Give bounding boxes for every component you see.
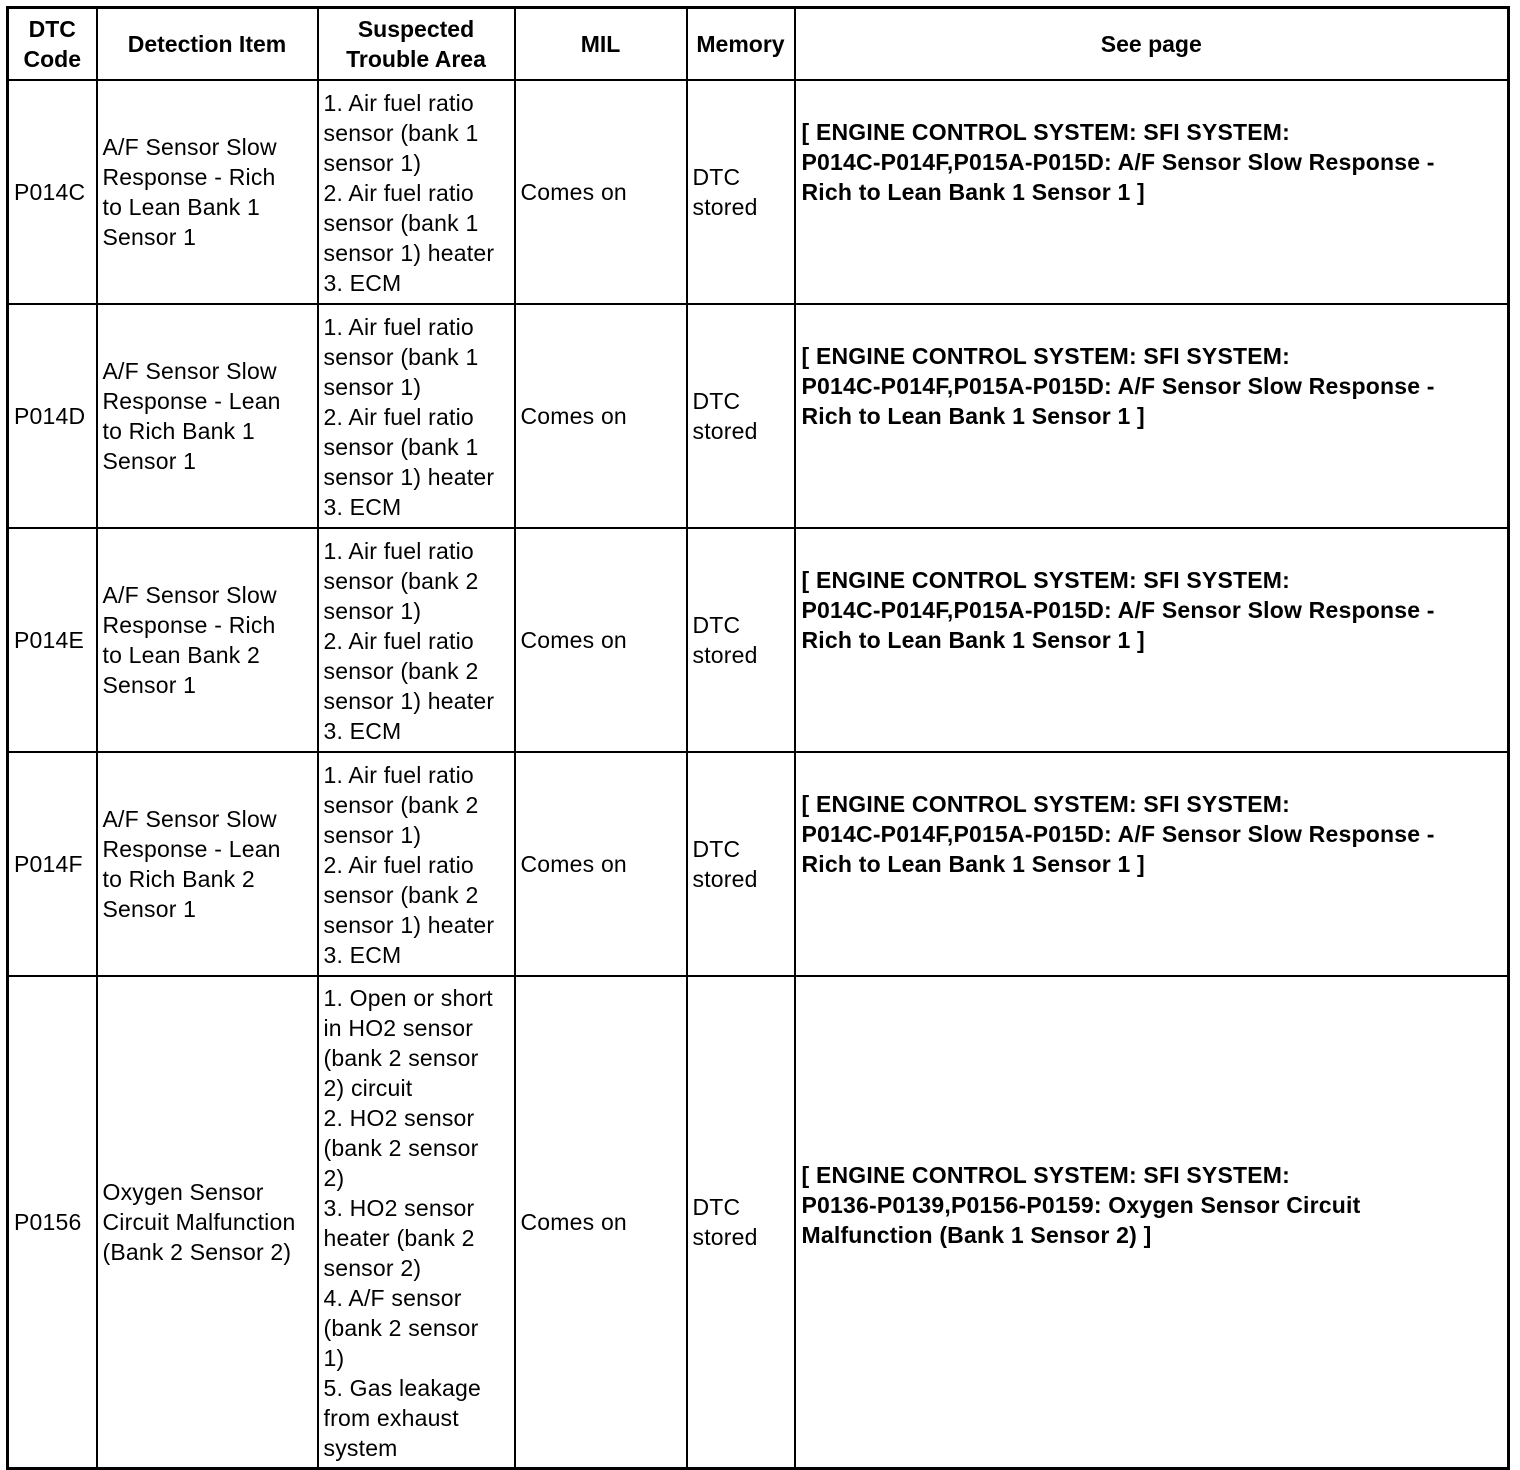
see-page-reference[interactable] [802,341,1494,431]
detection-item-line: Sensor 1 [102,896,197,922]
dtc-code: P014C [14,179,86,205]
trouble-area-line: 5. Gas leakage [323,1374,482,1401]
see-page-reference[interactable] [802,565,1494,655]
trouble-area-line: heater (bank 2 [323,1224,475,1251]
memory-line: stored [692,866,758,892]
see-page-line: [ ENGINE CONTROL SYSTEM: SFI SYSTEM: [801,791,1291,817]
trouble-area-line: 3. ECM [323,493,402,520]
suspected-trouble-area-cell [318,752,515,976]
detection-item-line: (Bank 2 Sensor 2) [102,1239,292,1265]
header-dtc-code [8,8,97,81]
header-memory-line: Memory [696,31,785,57]
see-page-line: Rich to Lean Bank 1 Sensor 1 ] [801,179,1145,205]
see-page-cell [795,976,1509,1469]
see-page-cell [795,80,1509,304]
detection-item-line: Response - Lean [102,836,281,862]
dtc-code-cell [8,304,97,528]
trouble-area-line: 3. HO2 sensor [323,1194,475,1221]
trouble-area-line: sensor 1) heater [323,911,495,938]
trouble-area-line: in HO2 sensor [323,1014,474,1041]
trouble-area-line: 1. Open or short [323,984,493,1011]
see-page-cell [795,752,1509,976]
detection-item-line: A/F Sensor Slow [102,806,277,832]
trouble-area-line: sensor 1) [323,373,422,400]
trouble-area-line: 2. Air fuel ratio [323,179,474,206]
table-row [8,80,1509,304]
trouble-area-line: sensor 1) heater [323,687,495,714]
trouble-area-line: sensor (bank 2 [323,657,479,684]
see-page-reference[interactable] [802,117,1494,207]
dtc-table [6,6,1510,1470]
trouble-area-line: 1. Air fuel ratio [323,537,474,564]
memory-line: DTC [692,612,741,638]
trouble-area-line: 2) circuit [323,1074,413,1101]
detection-item-cell [97,528,318,752]
header-memory [687,8,795,81]
mil-cell [515,752,687,976]
see-page-line: [ ENGINE CONTROL SYSTEM: SFI SYSTEM: [801,343,1291,369]
detection-item-cell [97,752,318,976]
dtc-code-cell [8,80,97,304]
see-page-reference[interactable] [802,789,1494,879]
detection-item-line: Circuit Malfunction [102,1209,296,1235]
trouble-area-line: 2. HO2 sensor [323,1104,475,1131]
trouble-area-line: 4. A/F sensor [323,1284,462,1311]
mil-cell [515,976,687,1469]
table-row [8,752,1509,976]
trouble-area-line: sensor (bank 2 [323,881,479,908]
mil-status: Comes on [520,1209,627,1235]
detection-item-line: Sensor 1 [102,672,197,698]
trouble-area-line: (bank 2 sensor [323,1314,479,1341]
see-page-line: P014C-P014F,P015A-P015D: A/F Sensor Slow Response - [801,821,1435,847]
detection-item-line: Response - Rich [102,164,276,190]
memory-line: DTC [692,1194,741,1220]
trouble-area-line: system [323,1434,398,1461]
trouble-area-line: 2. Air fuel ratio [323,403,474,430]
detection-item-line: Oxygen Sensor [102,1179,264,1205]
header-dtc-code-line: Code [23,46,81,72]
see-page-line: Rich to Lean Bank 1 Sensor 1 ] [801,627,1145,653]
memory-line: DTC [692,388,741,414]
memory-line: stored [692,418,758,444]
mil-status: Comes on [520,403,627,429]
trouble-area-line: sensor 1) heater [323,463,495,490]
header-dtc-code-line: DTC [28,16,76,42]
header-detection-item [97,8,318,81]
trouble-area-line: sensor 1) [323,821,422,848]
see-page-line: [ ENGINE CONTROL SYSTEM: SFI SYSTEM: [801,567,1291,593]
table-row [8,528,1509,752]
trouble-area-line: sensor (bank 2 [323,567,479,594]
header-mil [515,8,687,81]
trouble-area-line: sensor (bank 2 [323,791,479,818]
header-detection-item-line: Detection Item [127,31,287,57]
memory-line: DTC [692,836,741,862]
memory-cell [687,752,795,976]
header-trouble-line: Suspected [357,16,475,42]
table-header-row [8,8,1509,81]
detection-item-line: to Lean Bank 1 [102,194,261,220]
trouble-area-line: sensor 1) heater [323,239,495,266]
suspected-trouble-area-cell [318,528,515,752]
mil-status: Comes on [520,627,627,653]
dtc-code: P014F [14,851,83,877]
see-page-line: [ ENGINE CONTROL SYSTEM: SFI SYSTEM: [801,1161,1291,1188]
header-see-page-line: See page [1100,31,1202,57]
suspected-trouble-area-cell [318,304,515,528]
trouble-area-line: 2. Air fuel ratio [323,627,474,654]
detection-item-line: Sensor 1 [102,224,197,250]
trouble-area-line: 1. Air fuel ratio [323,313,474,340]
trouble-area-line: sensor 2) [323,1254,422,1281]
see-page-reference[interactable] [802,1160,1494,1250]
memory-cell [687,976,795,1469]
table-row [8,976,1509,1469]
header-see-page [795,8,1509,81]
detection-item-line: to Lean Bank 2 [102,642,261,668]
detection-item-line: Response - Lean [102,388,281,414]
detection-item-line: Response - Rich [102,612,276,638]
trouble-area-line: sensor 1) [323,149,422,176]
mil-cell [515,80,687,304]
table-body [8,80,1509,1469]
detection-item-line: to Rich Bank 2 [102,866,255,892]
trouble-area-line: sensor 1) [323,597,422,624]
header-mil-line: MIL [580,31,621,57]
see-page-cell [795,304,1509,528]
header-trouble-line: Trouble Area [346,46,486,72]
suspected-trouble-area-cell [318,80,515,304]
memory-line: DTC [692,164,741,190]
see-page-line: P0136-P0139,P0156-P0159: Oxygen Sensor Circuit [801,1191,1361,1218]
dtc-code-cell [8,528,97,752]
memory-cell [687,80,795,304]
table-row [8,304,1509,528]
trouble-area-line: 3. ECM [323,269,402,296]
trouble-area-line: (bank 2 sensor [323,1134,479,1161]
trouble-area-line: 1. Air fuel ratio [323,89,474,116]
detection-item-line: Sensor 1 [102,448,197,474]
header-suspected-trouble-area [318,8,515,81]
see-page-line: Rich to Lean Bank 1 Sensor 1 ] [801,403,1145,429]
trouble-area-line: 2) [323,1164,345,1191]
detection-item-line: to Rich Bank 1 [102,418,255,444]
memory-line: stored [692,1224,758,1250]
see-page-line: P014C-P014F,P015A-P015D: A/F Sensor Slow Response - [801,373,1435,399]
detection-item-cell [97,976,318,1469]
mil-cell [515,528,687,752]
see-page-line: Malfunction (Bank 1 Sensor 2) ] [801,1221,1152,1248]
trouble-area-line: sensor (bank 1 [323,209,479,236]
dtc-code: P014E [14,627,85,653]
trouble-area-line: sensor (bank 1 [323,343,479,370]
dtc-code: P014D [14,403,86,429]
trouble-area-line: 3. ECM [323,717,402,744]
memory-cell [687,304,795,528]
trouble-area-line: 1) [323,1344,345,1371]
mil-status: Comes on [520,851,627,877]
trouble-area-line: 2. Air fuel ratio [323,851,474,878]
see-page-line: Rich to Lean Bank 1 Sensor 1 ] [801,851,1145,877]
memory-line: stored [692,194,758,220]
memory-line: stored [692,642,758,668]
trouble-area-line: sensor (bank 1 [323,119,479,146]
detection-item-line: A/F Sensor Slow [102,582,277,608]
dtc-code: P0156 [14,1209,82,1235]
see-page-line: P014C-P014F,P015A-P015D: A/F Sensor Slow Response - [801,597,1435,623]
trouble-area-line: 3. ECM [323,941,402,968]
see-page-line: [ ENGINE CONTROL SYSTEM: SFI SYSTEM: [801,119,1291,145]
detection-item-line: A/F Sensor Slow [102,134,277,160]
mil-status: Comes on [520,179,627,205]
memory-cell [687,528,795,752]
trouble-area-line: (bank 2 sensor [323,1044,479,1071]
trouble-area-line: 1. Air fuel ratio [323,761,474,788]
trouble-area-line: sensor (bank 1 [323,433,479,460]
detection-item-cell [97,304,318,528]
suspected-trouble-area-cell [318,976,515,1469]
dtc-code-cell [8,752,97,976]
dtc-code-cell [8,976,97,1469]
see-page-cell [795,528,1509,752]
detection-item-line: A/F Sensor Slow [102,358,277,384]
trouble-area-line: from exhaust [323,1404,459,1431]
detection-item-cell [97,80,318,304]
mil-cell [515,304,687,528]
see-page-line: P014C-P014F,P015A-P015D: A/F Sensor Slow Response - [801,149,1435,175]
